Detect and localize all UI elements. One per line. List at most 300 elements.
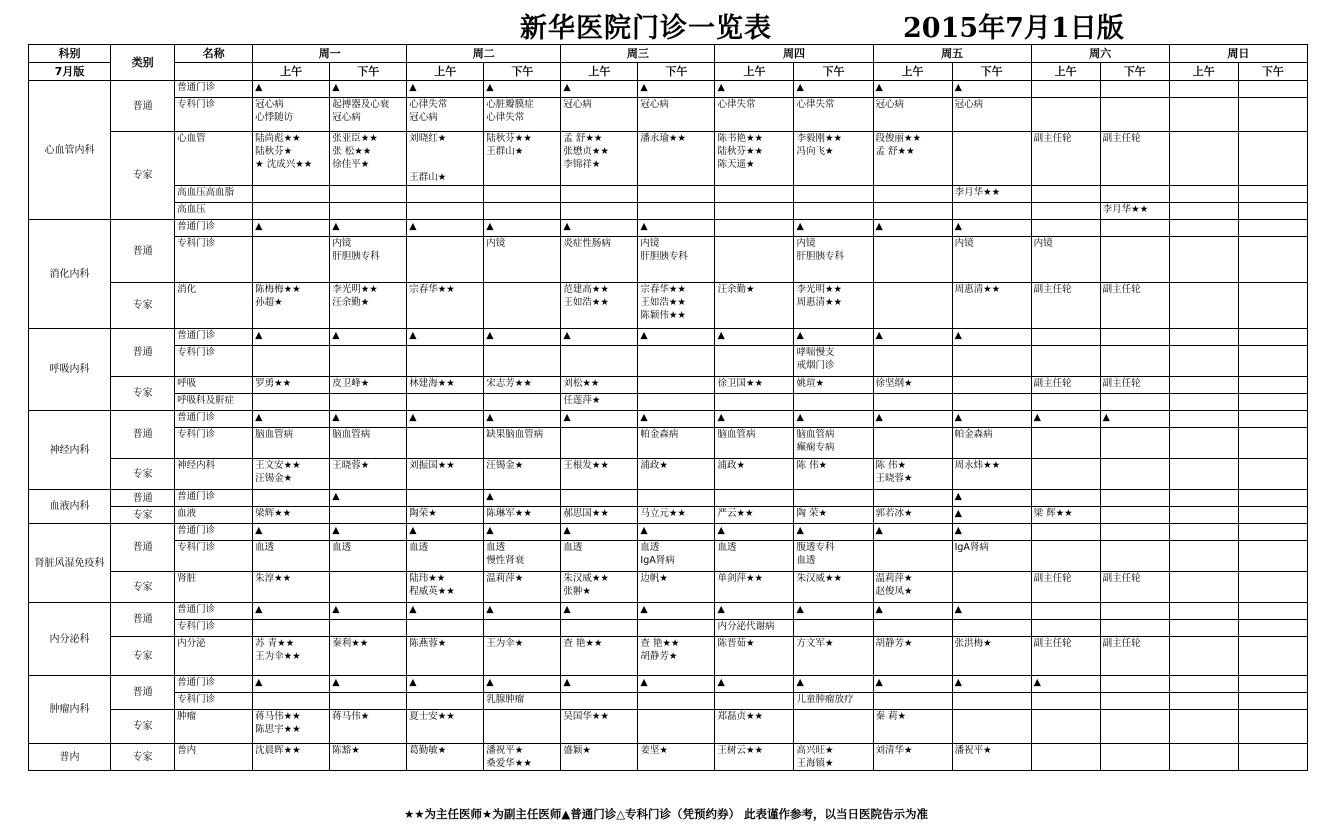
- schedule-cell: [1031, 81, 1100, 98]
- schedule-cell: [873, 693, 952, 710]
- schedule-cell: [330, 186, 407, 203]
- schedule-cell: 心律失常: [794, 98, 873, 132]
- schedule-cell: ▲: [330, 329, 407, 346]
- schedule-cell: 腹透专科 血透: [794, 541, 873, 572]
- schedule-row: [29, 572, 1308, 603]
- schedule-cell: [715, 186, 794, 203]
- schedule-cell: ▲: [638, 329, 715, 346]
- schedule-cell: [330, 346, 407, 377]
- schedule-cell: [1238, 329, 1307, 346]
- schedule-cell: 陈晋茹★: [715, 637, 794, 676]
- schedule-cell: 宗春华★★ 王如浩★★ 陈颖伟★★: [638, 283, 715, 329]
- schedule-cell: [1031, 603, 1100, 620]
- schedule-cell: 孟 舒★★ 张懋贞★★ 李锦祥★: [561, 132, 638, 186]
- header-am: 上午: [1169, 63, 1238, 81]
- schedule-cell: [638, 710, 715, 744]
- schedule-cell: 李光明★★ 汪余勤★: [330, 283, 407, 329]
- schedule-cell: ▲: [253, 524, 330, 541]
- schedule-cell: 血透: [330, 541, 407, 572]
- schedule-cell: 冠心病 心悸随访: [253, 98, 330, 132]
- schedule-cell: 单剑萍★★: [715, 572, 794, 603]
- schedule-cell: 宋志芳★★: [484, 377, 561, 394]
- schedule-cell: 王为伞★: [484, 637, 561, 676]
- schedule-cell: [1169, 693, 1238, 710]
- schedule-cell: ▲: [638, 411, 715, 428]
- schedule-cell: 脑血管病: [330, 428, 407, 459]
- schedule-cell: ▲: [638, 524, 715, 541]
- schedule-cell: [1100, 620, 1169, 637]
- schedule-cell: [1031, 541, 1100, 572]
- department-cell: 呼吸内科: [29, 329, 111, 411]
- schedule-cell: [1238, 428, 1307, 459]
- schedule-cell: [1031, 203, 1100, 220]
- schedule-cell: 查 艳★★: [561, 637, 638, 676]
- schedule-row: [29, 541, 1308, 572]
- schedule-cell: [638, 490, 715, 507]
- clinic-name-cell: 普通门诊: [175, 490, 253, 507]
- schedule-cell: [794, 203, 873, 220]
- clinic-name-cell: 呼吸: [175, 377, 253, 394]
- schedule-cell: [1100, 459, 1169, 490]
- schedule-cell: 夏士安★★: [407, 710, 484, 744]
- schedule-cell: 脑血管病: [715, 428, 794, 459]
- schedule-cell: [330, 203, 407, 220]
- clinic-name-cell: 专科门诊: [175, 693, 253, 710]
- schedule-cell: 潘祝平★ 桑爱华★★: [484, 744, 561, 771]
- category-cell: 专家: [111, 459, 175, 490]
- schedule-cell: [1169, 81, 1238, 98]
- clinic-name-cell: 普通门诊: [175, 603, 253, 620]
- schedule-cell: [794, 394, 873, 411]
- header-row-ampm: [29, 63, 1308, 81]
- schedule-cell: 周永炜★★: [952, 459, 1031, 490]
- schedule-cell: [638, 693, 715, 710]
- clinic-name-cell: 专科门诊: [175, 237, 253, 283]
- schedule-cell: 冠心病: [952, 98, 1031, 132]
- schedule-cell: [873, 186, 952, 203]
- schedule-cell: 查 艳★★ 胡静芳★: [638, 637, 715, 676]
- schedule-cell: [407, 346, 484, 377]
- schedule-cell: ▲: [330, 81, 407, 98]
- schedule-cell: [484, 710, 561, 744]
- schedule-cell: [1238, 541, 1307, 572]
- schedule-cell: ▲: [952, 524, 1031, 541]
- schedule-cell: ▲: [794, 676, 873, 693]
- schedule-cell: ▲: [407, 220, 484, 237]
- schedule-cell: 刘振国★★: [407, 459, 484, 490]
- schedule-cell: 王晓蓉★: [330, 459, 407, 490]
- schedule-cell: 副主任轮: [1100, 283, 1169, 329]
- category-cell: 专家: [111, 637, 175, 676]
- clinic-name-cell: 普通门诊: [175, 676, 253, 693]
- category-cell: 专家: [111, 377, 175, 411]
- schedule-cell: 葛勤敏★: [407, 744, 484, 771]
- header-am: 上午: [253, 63, 330, 81]
- schedule-cell: 苏 青★★ 王为伞★★: [253, 637, 330, 676]
- schedule-cell: 周惠清★★: [952, 283, 1031, 329]
- clinic-name-cell: 呼吸科及鼾症: [175, 394, 253, 411]
- header-dept: 科别: [29, 45, 111, 63]
- schedule-cell: 宗春华★★: [407, 283, 484, 329]
- header-row-days: [29, 45, 1308, 63]
- schedule-cell: [1100, 744, 1169, 771]
- schedule-cell: ▲: [715, 329, 794, 346]
- schedule-cell: [794, 710, 873, 744]
- schedule-cell: [1238, 693, 1307, 710]
- schedule-cell: 陈书艳★★ 陆秋芬★★ 陈天遥★: [715, 132, 794, 186]
- schedule-cell: [407, 693, 484, 710]
- schedule-cell: 内镜 肝胆胰专科: [638, 237, 715, 283]
- schedule-cell: 潘永瑜★★: [638, 132, 715, 186]
- schedule-cell: [1100, 710, 1169, 744]
- schedule-cell: [1100, 693, 1169, 710]
- clinic-name-cell: 专科门诊: [175, 620, 253, 637]
- schedule-cell: 副主任轮: [1031, 377, 1100, 394]
- header-name-blank: [175, 63, 253, 81]
- schedule-cell: 血透 IgA肾病: [638, 541, 715, 572]
- schedule-cell: [1238, 203, 1307, 220]
- schedule-cell: ▲: [330, 676, 407, 693]
- schedule-cell: 林建海★★: [407, 377, 484, 394]
- schedule-cell: [1238, 411, 1307, 428]
- schedule-cell: [330, 572, 407, 603]
- schedule-row: [29, 98, 1308, 132]
- schedule-cell: [484, 394, 561, 411]
- category-cell: 普通: [111, 603, 175, 637]
- department-cell: 内分泌科: [29, 603, 111, 676]
- schedule-cell: 陈 伟★: [794, 459, 873, 490]
- schedule-cell: 梁辉★★: [253, 507, 330, 524]
- schedule-cell: [873, 237, 952, 283]
- schedule-cell: 儿童肿瘤放疗: [794, 693, 873, 710]
- schedule-cell: ▲: [1100, 411, 1169, 428]
- schedule-cell: 徐卫国★★: [715, 377, 794, 394]
- schedule-cell: ▲: [561, 81, 638, 98]
- schedule-cell: 内镜 肝胆胰专科: [330, 237, 407, 283]
- schedule-cell: [1169, 132, 1238, 186]
- clinic-name-cell: 普通门诊: [175, 524, 253, 541]
- schedule-cell: [1031, 620, 1100, 637]
- schedule-cell: 郝思国★★: [561, 507, 638, 524]
- clinic-name-cell: 普通门诊: [175, 81, 253, 98]
- schedule-cell: ▲: [330, 220, 407, 237]
- schedule-cell: ▲: [407, 676, 484, 693]
- schedule-cell: ▲: [1031, 676, 1100, 693]
- schedule-cell: 副主任轮: [1031, 132, 1100, 186]
- schedule-cell: 心脏瓣膜症 心律失常: [484, 98, 561, 132]
- schedule-cell: [1238, 710, 1307, 744]
- schedule-cell: ▲: [873, 81, 952, 98]
- schedule-cell: 冠心病: [638, 98, 715, 132]
- schedule-cell: 王树云★★: [715, 744, 794, 771]
- schedule-cell: [638, 346, 715, 377]
- schedule-cell: [952, 203, 1031, 220]
- schedule-cell: [794, 620, 873, 637]
- schedule-cell: [1100, 186, 1169, 203]
- schedule-cell: 血透: [561, 541, 638, 572]
- schedule-cell: 陶 荣★: [794, 507, 873, 524]
- clinic-name-cell: 神经内科: [175, 459, 253, 490]
- schedule-cell: ▲: [561, 329, 638, 346]
- clinic-name-cell: 消化: [175, 283, 253, 329]
- schedule-cell: [1100, 220, 1169, 237]
- schedule-cell: [1169, 603, 1238, 620]
- schedule-cell: ▲: [253, 329, 330, 346]
- schedule-cell: [1031, 346, 1100, 377]
- schedule-cell: 帕金森病: [638, 428, 715, 459]
- schedule-row: [29, 490, 1308, 507]
- schedule-cell: ▲: [952, 490, 1031, 507]
- clinic-name-cell: 专科门诊: [175, 428, 253, 459]
- schedule-cell: 秦利★★: [330, 637, 407, 676]
- schedule-row: [29, 132, 1308, 186]
- schedule-cell: [1100, 428, 1169, 459]
- title-bar: [0, 0, 1332, 44]
- clinic-name-cell: 普内: [175, 744, 253, 771]
- schedule-cell: 副主任轮: [1031, 283, 1100, 329]
- schedule-cell: [1169, 507, 1238, 524]
- schedule-cell: [873, 283, 952, 329]
- schedule-cell: ▲: [407, 81, 484, 98]
- schedule-cell: [1169, 541, 1238, 572]
- schedule-cell: 副主任轮: [1100, 572, 1169, 603]
- schedule-cell: [1169, 637, 1238, 676]
- schedule-cell: [561, 693, 638, 710]
- schedule-cell: 李光明★★ 周惠清★★: [794, 283, 873, 329]
- schedule-cell: [1031, 490, 1100, 507]
- schedule-cell: ▲: [561, 411, 638, 428]
- schedule-cell: [1238, 490, 1307, 507]
- schedule-cell: ▲: [484, 603, 561, 620]
- schedule-cell: ▲: [715, 603, 794, 620]
- schedule-cell: [1169, 620, 1238, 637]
- schedule-row: [29, 603, 1308, 620]
- schedule-cell: 副主任轮: [1100, 132, 1169, 186]
- schedule-cell: [638, 377, 715, 394]
- schedule-row: [29, 283, 1308, 329]
- schedule-cell: 张亚臣★★ 张 松★★ 徐佳平★: [330, 132, 407, 186]
- department-cell: 肾脏风湿免疫科: [29, 524, 111, 603]
- schedule-cell: ▲: [330, 524, 407, 541]
- header-day-sat: 周六: [1031, 45, 1169, 63]
- department-cell: 心血管内科: [29, 81, 111, 220]
- schedule-cell: [1238, 132, 1307, 186]
- schedule-cell: 内镜: [952, 237, 1031, 283]
- schedule-cell: [1169, 411, 1238, 428]
- schedule-cell: [952, 394, 1031, 411]
- schedule-cell: [952, 132, 1031, 186]
- schedule-cell: 刘晓红★ 王群山★: [407, 132, 484, 186]
- header-pm: 下午: [794, 63, 873, 81]
- schedule-cell: [407, 620, 484, 637]
- schedule-cell: [952, 620, 1031, 637]
- schedule-cell: 血透: [407, 541, 484, 572]
- schedule-cell: ▲: [952, 329, 1031, 346]
- category-cell: 专家: [111, 710, 175, 744]
- schedule-cell: 心律失常 冠心病: [407, 98, 484, 132]
- schedule-cell: [638, 394, 715, 411]
- schedule-cell: ▲: [330, 411, 407, 428]
- schedule-cell: [407, 490, 484, 507]
- schedule-cell: [407, 237, 484, 283]
- header-am: 上午: [873, 63, 952, 81]
- schedule-cell: ▲: [253, 603, 330, 620]
- schedule-cell: [1169, 377, 1238, 394]
- schedule-cell: 沈晨晖★★: [253, 744, 330, 771]
- schedule-cell: [253, 186, 330, 203]
- schedule-row: [29, 620, 1308, 637]
- schedule-cell: ▲: [952, 411, 1031, 428]
- schedule-cell: [1100, 98, 1169, 132]
- schedule-cell: [1169, 329, 1238, 346]
- schedule-cell: [1238, 603, 1307, 620]
- schedule-cell: ▲: [407, 411, 484, 428]
- schedule-cell: [253, 237, 330, 283]
- schedule-cell: 边帆★: [638, 572, 715, 603]
- schedule-cell: [253, 693, 330, 710]
- schedule-cell: [484, 203, 561, 220]
- header-name: 名称: [175, 45, 253, 63]
- schedule-cell: 马立元★★: [638, 507, 715, 524]
- schedule-cell: ▲: [407, 524, 484, 541]
- category-cell: 普通: [111, 329, 175, 377]
- clinic-name-cell: 血液: [175, 507, 253, 524]
- department-cell: 神经内科: [29, 411, 111, 490]
- schedule-cell: [1169, 524, 1238, 541]
- schedule-cell: [873, 541, 952, 572]
- schedule-cell: [715, 490, 794, 507]
- schedule-cell: 乳腺肿瘤: [484, 693, 561, 710]
- schedule-row: [29, 329, 1308, 346]
- schedule-cell: 胡静芳★: [873, 637, 952, 676]
- schedule-cell: ▲: [253, 81, 330, 98]
- schedule-cell: 段俊丽★★ 孟 舒★★: [873, 132, 952, 186]
- schedule-cell: [715, 394, 794, 411]
- schedule-cell: ▲: [715, 524, 794, 541]
- schedule-cell: 姚瑄★: [794, 377, 873, 394]
- schedule-cell: [1238, 507, 1307, 524]
- header-am: 上午: [1031, 63, 1100, 81]
- schedule-cell: [1169, 203, 1238, 220]
- schedule-cell: 副主任轮: [1100, 377, 1169, 394]
- schedule-cell: [1169, 220, 1238, 237]
- schedule-row: [29, 203, 1308, 220]
- schedule-row: [29, 220, 1308, 237]
- clinic-name-cell: 普通门诊: [175, 220, 253, 237]
- schedule-cell: [1100, 237, 1169, 283]
- schedule-cell: 朱淳★★: [253, 572, 330, 603]
- schedule-cell: ▲: [484, 220, 561, 237]
- schedule-row: [29, 377, 1308, 394]
- schedule-cell: [1100, 524, 1169, 541]
- header-version: 7月版: [29, 63, 111, 81]
- schedule-cell: 刘清华★: [873, 744, 952, 771]
- schedule-cell: 皮卫峰★: [330, 377, 407, 394]
- schedule-cell: 郭若冰★: [873, 507, 952, 524]
- schedule-cell: 范建高★★ 王如浩★★: [561, 283, 638, 329]
- schedule-cell: [1031, 524, 1100, 541]
- schedule-cell: [1238, 220, 1307, 237]
- schedule-cell: [1031, 428, 1100, 459]
- schedule-cell: 严云★★: [715, 507, 794, 524]
- clinic-name-cell: 专科门诊: [175, 541, 253, 572]
- schedule-cell: 心律失常: [715, 98, 794, 132]
- schedule-cell: 方文军★: [794, 637, 873, 676]
- category-cell: 专家: [111, 507, 175, 524]
- clinic-name-cell: 心血管: [175, 132, 253, 186]
- schedule-cell: [1100, 329, 1169, 346]
- schedule-cell: ▲: [638, 603, 715, 620]
- schedule-cell: 潘祝平★: [952, 744, 1031, 771]
- schedule-cell: [715, 220, 794, 237]
- schedule-cell: 起搏器及心衰 冠心病: [330, 98, 407, 132]
- schedule-cell: 王根发★★: [561, 459, 638, 490]
- schedule-cell: [1238, 572, 1307, 603]
- schedule-cell: 副主任轮: [1031, 572, 1100, 603]
- schedule-cell: [873, 490, 952, 507]
- schedule-cell: [1238, 186, 1307, 203]
- schedule-cell: 陶荣★: [407, 507, 484, 524]
- schedule-cell: ▲: [253, 220, 330, 237]
- header-pm: 下午: [638, 63, 715, 81]
- header-pm: 下午: [484, 63, 561, 81]
- schedule-cell: 温莉萍★ 赵俊凤★: [873, 572, 952, 603]
- schedule-cell: [873, 346, 952, 377]
- header-am: 上午: [561, 63, 638, 81]
- schedule-cell: 陆秋芬★★ 王群山★: [484, 132, 561, 186]
- schedule-cell: [1238, 394, 1307, 411]
- schedule-cell: [794, 490, 873, 507]
- schedule-cell: 朱汉威★★: [794, 572, 873, 603]
- schedule-cell: ▲: [715, 411, 794, 428]
- schedule-cell: [1169, 283, 1238, 329]
- schedule-cell: 哮喘慢支 戒烟门诊: [794, 346, 873, 377]
- schedule-cell: [1238, 377, 1307, 394]
- category-cell: 专家: [111, 572, 175, 603]
- schedule-cell: 陆玮★★ 程威英★★: [407, 572, 484, 603]
- schedule-row: [29, 346, 1308, 377]
- category-cell: 普通: [111, 411, 175, 459]
- schedule-cell: [330, 507, 407, 524]
- schedule-cell: 朱汉威★★ 张翀★: [561, 572, 638, 603]
- header-day-mon: 周一: [253, 45, 407, 63]
- schedule-cell: 任莲萍★: [561, 394, 638, 411]
- schedule-cell: ▲: [952, 220, 1031, 237]
- schedule-row: [29, 186, 1308, 203]
- schedule-cell: [638, 186, 715, 203]
- schedule-cell: [1238, 676, 1307, 693]
- edition-date: 2015年7月1日版: [903, 13, 1124, 44]
- schedule-cell: 陆尚彪★★ 陆秋芬★ ★ 沈成兴★★: [253, 132, 330, 186]
- schedule-cell: [1238, 524, 1307, 541]
- schedule-cell: [873, 203, 952, 220]
- schedule-cell: [1238, 744, 1307, 771]
- schedule-row: [29, 394, 1308, 411]
- schedule-cell: [1100, 603, 1169, 620]
- schedule-cell: ▲: [484, 524, 561, 541]
- schedule-cell: [1169, 744, 1238, 771]
- clinic-name-cell: 内分泌: [175, 637, 253, 676]
- schedule-cell: [1031, 459, 1100, 490]
- schedule-cell: [1238, 237, 1307, 283]
- schedule-cell: 陈梅梅★★ 孙超★: [253, 283, 330, 329]
- schedule-cell: [873, 428, 952, 459]
- schedule-cell: [715, 693, 794, 710]
- schedule-cell: ▲: [561, 220, 638, 237]
- schedule-cell: ▲: [484, 81, 561, 98]
- schedule-cell: 陈 伟★ 王晓蓉★: [873, 459, 952, 490]
- schedule-cell: ▲: [794, 220, 873, 237]
